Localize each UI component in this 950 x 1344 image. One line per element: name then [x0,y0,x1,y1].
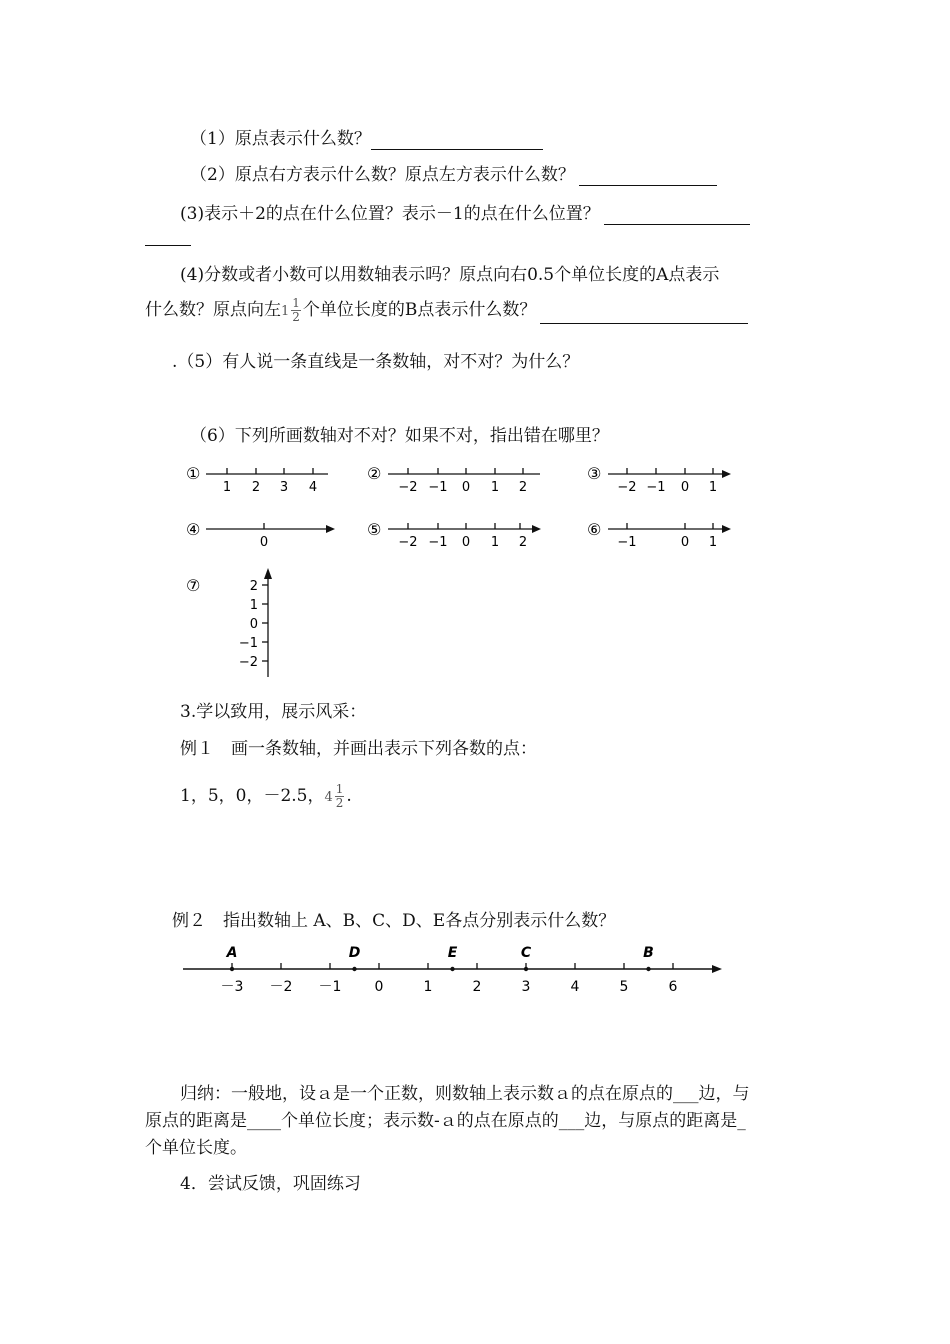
example-2-point-dot [450,967,454,971]
answer-blank-3a[interactable] [604,206,750,225]
example-2-ticks [221,963,678,995]
answer-blank-3b[interactable] [145,227,191,246]
example-2-tick-label: －3 [220,979,244,995]
axis-5-tick-label: 2 [518,535,528,550]
axis-2-marker: ② [367,464,382,483]
axis-3 [608,468,731,495]
mixed-number-whole: 4 [324,790,333,805]
answer-blank-1[interactable] [371,131,543,150]
question-5: .（5）有人说一条直线是一条数轴，对不对？为什么？ [172,352,580,372]
axis-6-tick-label: 1 [708,535,718,550]
axis-5-arrow-icon [532,525,541,533]
question-1-text: （1）原点表示什么数？ [190,129,371,149]
example-1-period: . [346,786,352,806]
axis-6 [608,523,731,550]
axis-1-tick-label: 2 [251,480,261,495]
example-1-prompt: 例１ 画一条数轴，并画出表示下列各数的点： [180,739,537,759]
question-2-text: （2）原点右方表示什么数？原点左方表示什么数？ [190,165,575,185]
axis-4 [206,523,335,550]
axis-7-marker: ⑦ [186,576,201,595]
example-1-numbers [180,783,352,810]
example-1-number-list: 1，5，0，－2.5， [180,786,325,806]
example-2-point-label: A [226,945,238,961]
axis-3-tick-label: 1 [708,480,718,495]
question-3-text: (3)表示＋2的点在什么位置？表示－1的点在什么位置？ [180,204,600,224]
summary-line-1: 归纳：一般地，设ａ是一个正数，则数轴上表示数ａ的点在原点的___边，与 [180,1084,750,1104]
example-2-tick-label: 5 [619,979,629,995]
example-2-tick-label: 3 [521,979,531,995]
axis-2-tick-label: −1 [428,480,448,495]
axis-1-tick-label: 4 [308,480,318,495]
axis-3-marker: ③ [587,464,602,483]
axis-3-tick-label: −2 [617,480,637,495]
fraction-denominator: 2 [335,796,344,810]
section-4-title: 4．尝试反馈，巩固练习 [180,1174,361,1194]
axis-5-tick-label: −2 [398,535,418,550]
axis-5-marker: ⑤ [367,520,382,539]
axis-1-marker: ① [186,464,201,483]
axis-7-arrow-icon [264,568,272,579]
axis-7-tick-label: 0 [249,617,258,632]
axis-6-tick-label: −1 [617,535,637,550]
axis-7-tick-label: 1 [249,598,258,613]
example-2-tick-label: －2 [269,979,293,995]
example-2-point-label: B [643,945,654,961]
axis-3-tick-label: −1 [646,480,666,495]
example-2-tick-label: 1 [423,979,433,995]
section-3-title: 3.学以致用，展示风采： [180,702,367,722]
axis-7-tick-label: 2 [249,579,258,594]
axis-3-arrow-icon [722,470,731,478]
axis-4-marker: ④ [186,520,201,539]
number-axes-figure [0,455,950,685]
axis-4-tick-label: 0 [259,535,269,550]
axis-1 [206,468,328,495]
axis-6-marker: ⑥ [587,520,602,539]
example-2-point-dot [230,967,234,971]
fraction-one-half [291,297,301,324]
question-1 [190,128,543,150]
axis-7-tick-label: −2 [238,655,258,670]
example-2-point-dot [524,967,528,971]
example-2-point-dot [352,967,356,971]
summary-line-2: 原点的距离是____个单位长度；表示数-ａ的点在原点的___边，与原点的距离是_ [145,1111,746,1131]
example-2-point-dot [646,967,650,971]
axis-6-arrow-icon [722,525,731,533]
answer-blank-4[interactable] [540,305,748,324]
example-2-tick-label: 2 [472,979,482,995]
question-4-line-1: (4)分数或者小数可以用数轴表示吗？原点向右0.5个单位长度的A点表示 [180,265,720,285]
question-3-continued [145,224,191,246]
summary-line-3: 个单位长度。 [145,1138,247,1158]
question-4-text-b: 个单位长度的B点表示什么数？ [302,300,537,320]
question-6: （6）下列所画数轴对不对？如果不对，指出错在哪里？ [190,426,609,446]
example-2-tick-label: 6 [668,979,678,995]
example-2-point-label: C [520,945,532,961]
example-2-tick-label: 4 [570,979,580,995]
axis-2-tick-label: 0 [461,480,471,495]
axis-4-arrow-icon [326,525,335,533]
fraction-numerator: 1 [292,296,300,310]
axis-1-tick-label: 1 [222,480,232,495]
axis-5-tick-label: 0 [461,535,471,550]
example-2-point-label: D [348,945,361,961]
axis-5 [388,523,541,550]
axis-2-tick-label: 1 [490,480,500,495]
question-3 [180,203,750,225]
axis-3-tick-label: 0 [680,480,690,495]
axis-2-tick-label: 2 [518,480,528,495]
example-2-tick-label: －1 [318,979,342,995]
example-2-number-axis [0,935,950,1005]
question-4-text-a: 什么数？原点向左 [145,300,281,320]
fraction-one-half [335,783,345,810]
axis-5-tick-label: −1 [428,535,448,550]
axis-1-tick-label: 3 [279,480,289,495]
axis-5-tick-label: 1 [490,535,500,550]
question-4-line-2 [145,297,748,324]
answer-blank-2[interactable] [579,167,717,186]
axis-2 [388,468,540,495]
fraction-denominator: 2 [292,310,300,324]
example-2-points [226,945,654,971]
example-2-point-label: E [447,945,458,961]
mixed-number-whole: 1 [281,304,290,319]
question-2 [190,164,717,186]
fraction-numerator: 1 [335,782,344,796]
axis-2-tick-label: −2 [398,480,418,495]
axis-7 [239,568,272,677]
example-2-tick-label: 0 [374,979,384,995]
example-2-axis-arrow-icon [712,965,722,973]
axis-6-tick-label: 0 [680,535,690,550]
axis-7-tick-label: −1 [238,636,258,651]
example-2-prompt: 例２ 指出数轴上 A、B、C、D、E各点分别表示什么数？ [172,911,616,931]
